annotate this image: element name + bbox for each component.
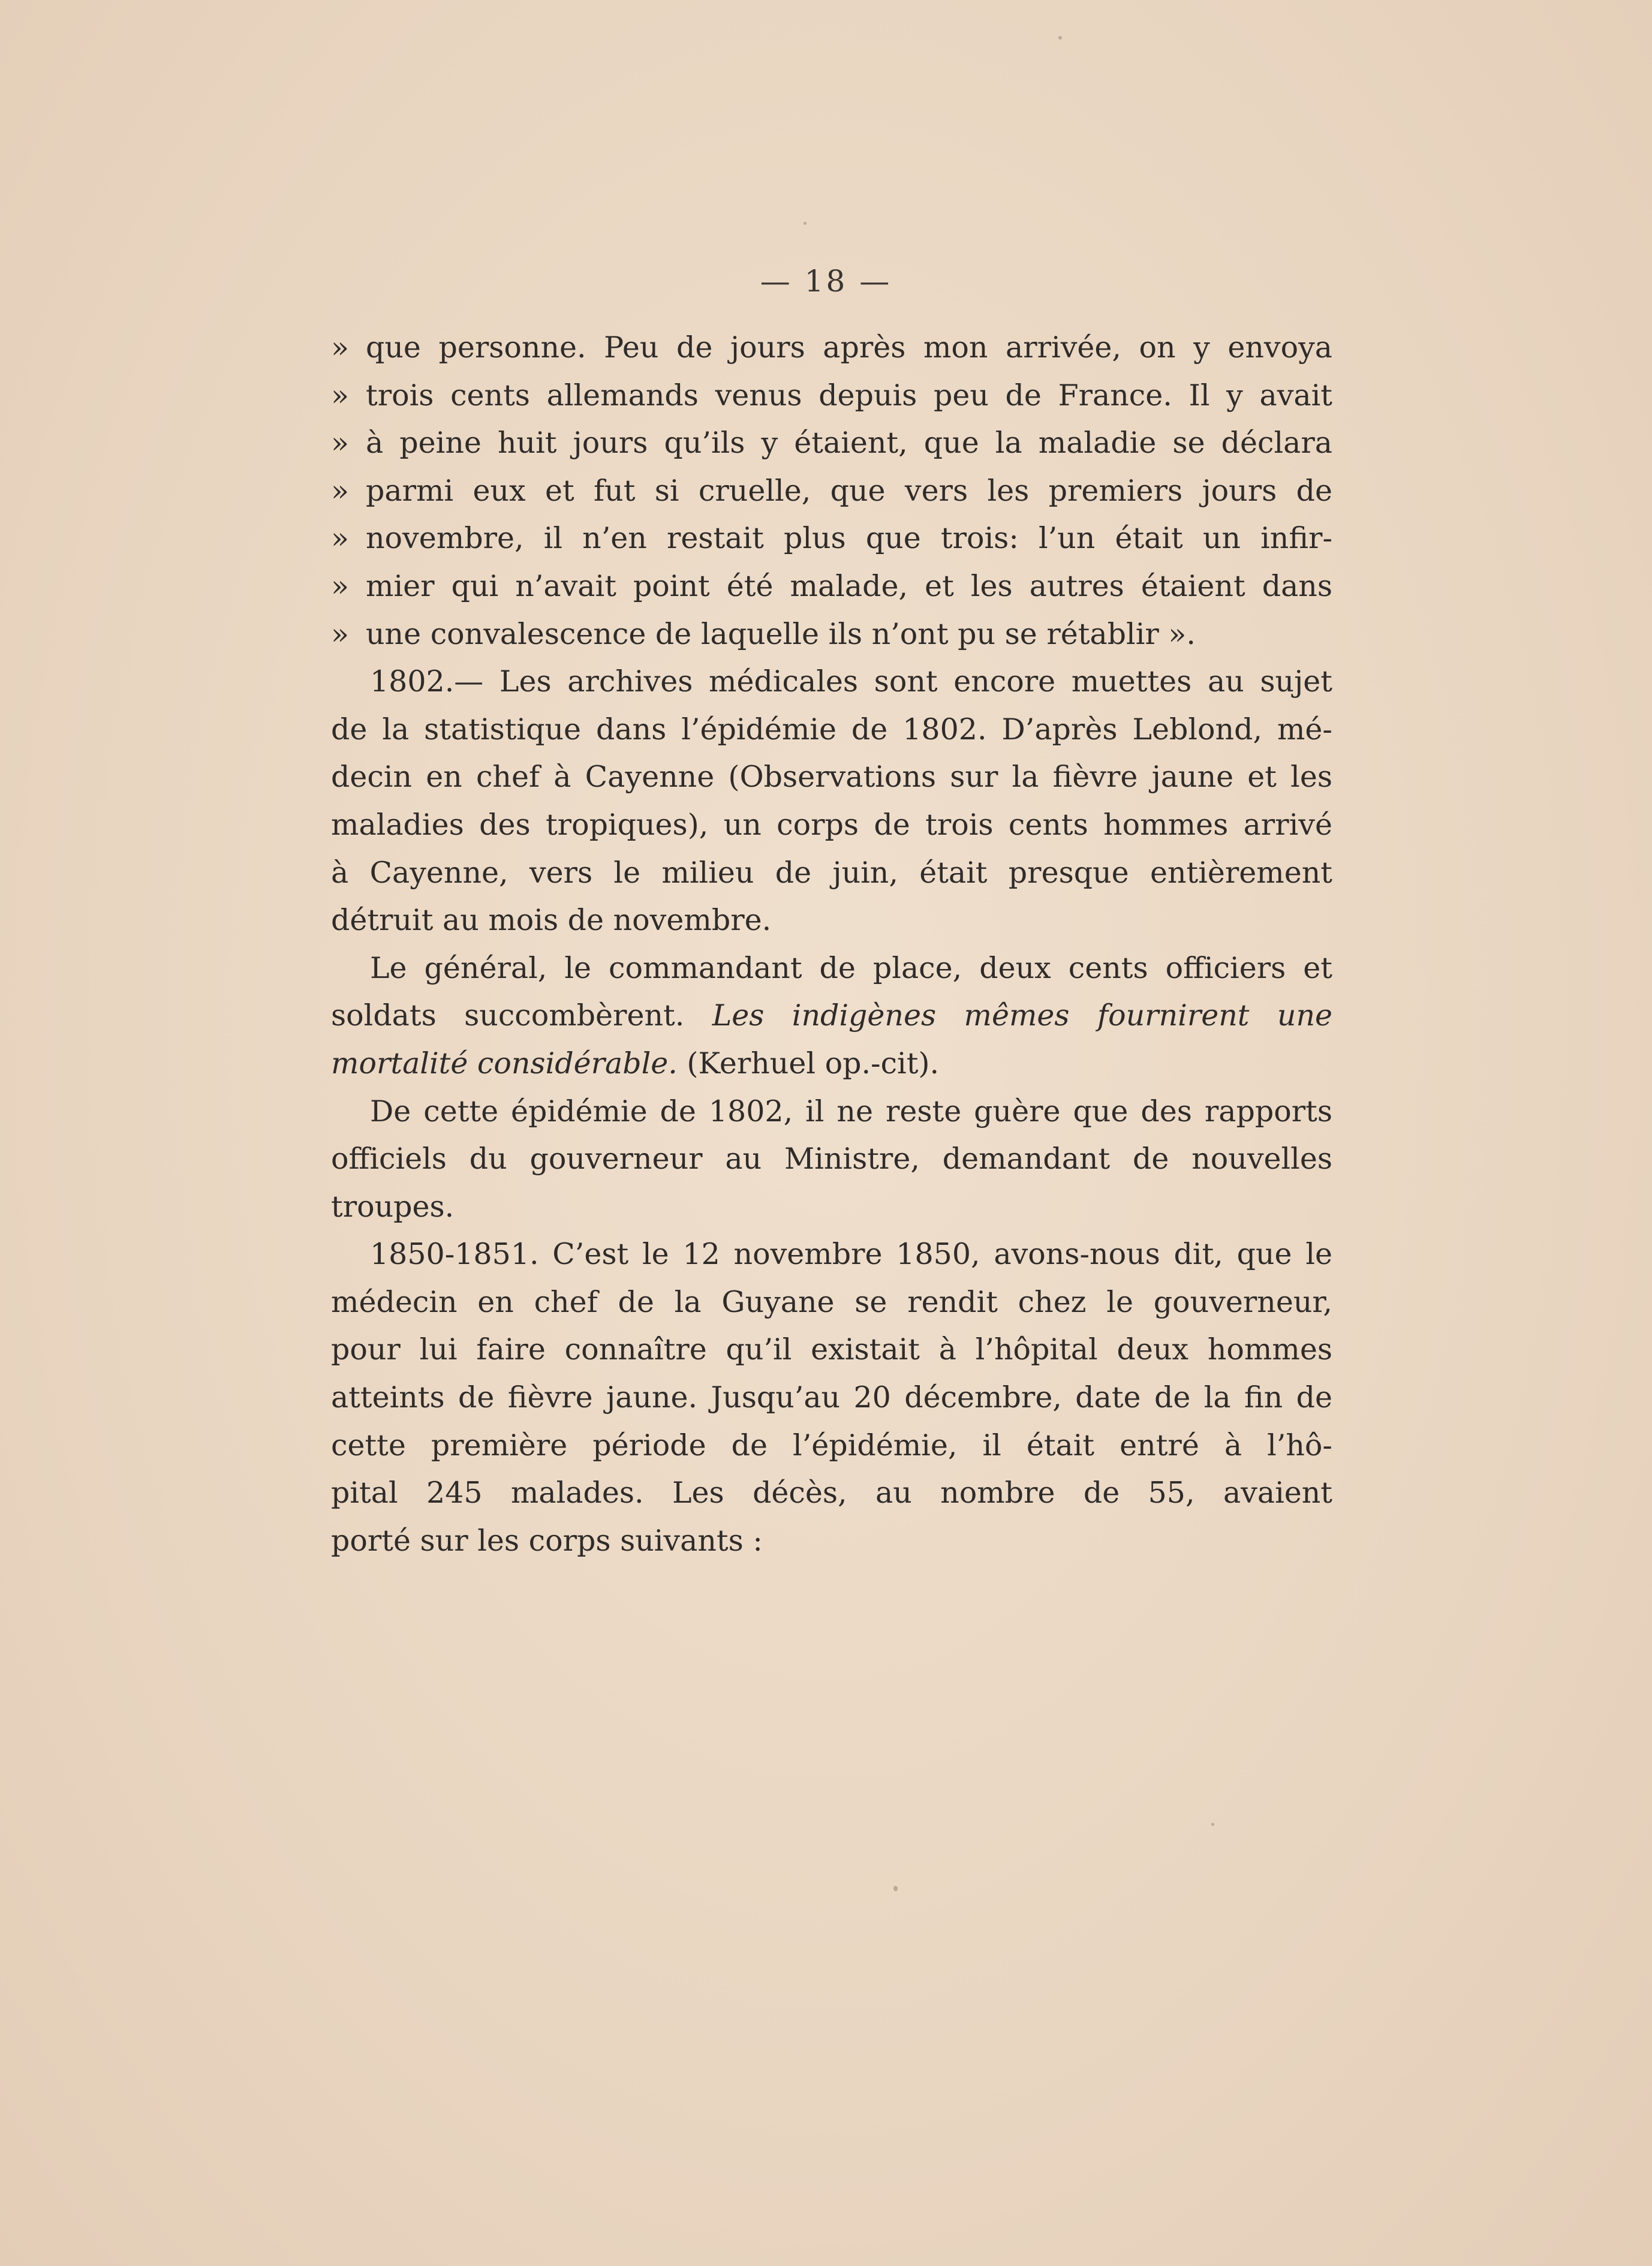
line-text: pital 245 malades. Les décès, au nombre de 55, avaient [331,1476,1332,1510]
text-line [331,1183,1332,1231]
text-line [331,467,1332,515]
line-text: (Kerhuel op.-cit). [677,1046,940,1081]
paper-speck [1058,36,1062,40]
quote-mark: » [331,378,349,413]
line-text: parmi eux et fut si cruelle, que vers les premiers jours de [366,473,1332,508]
line-text: de la statistique dans l’épidémie de 1802. D’après Leblond, mé- [331,712,1332,747]
paper-speck [893,1886,898,1891]
line-text: détruit au mois de novembre. [331,903,772,938]
line-text: Le général, le commandant de place, deux cents officiers et [370,950,1332,985]
line-text: trois cents allemands venus depuis peu de France. Il y avait [366,378,1332,413]
line-text: pour lui faire connaître qu’il existait à l’hôpital deux hommes [331,1332,1332,1367]
text-line [331,1135,1332,1183]
quote-mark: » [331,616,349,651]
line-text: à peine huit jours qu’ils y étaient, que la maladie se déclara [366,426,1332,461]
line-text: une convalescence de laquelle ils n’ont pu se rétablir ». [366,616,1196,651]
line-text: maladies des tropiques), un corps de trois cents hommes arrivé [331,807,1332,842]
text-line [331,1040,1332,1088]
line-text: cette première période de l’épidémie, il était entré à l’hô- [331,1428,1332,1462]
text-line [331,610,1332,658]
text-line [331,896,1332,944]
quote-mark: » [331,473,349,508]
text-line [331,562,1332,610]
line-text: soldats succombèrent. [331,998,685,1033]
text-line [331,658,1332,706]
line-text: officiels du gouverneur au Ministre, demandant de nouvelles [331,1142,1332,1176]
line-text: 1802.— Les archives médicales sont encore muettes au sujet [370,664,1332,699]
line-text: decin en chef à Cayenne (Observations sur la fièvre jaune et les [331,760,1332,795]
quote-mark: » [331,568,349,603]
text-line [331,849,1332,897]
text-line [331,992,1332,1040]
line-text: atteints de fièvre jaune. Jusqu’au 20 décembre, date de la fin de [331,1380,1332,1415]
page-number: — 18 — [760,264,892,299]
quote-mark: » [331,426,349,461]
quote-mark: » [331,521,349,556]
paper-speck [1211,1823,1214,1826]
text-line [331,419,1332,467]
text-line [331,944,1332,992]
italic-text: mortalité considérable. [331,1046,678,1081]
line-text: à Cayenne, vers le milieu de juin, était presque entièrement [331,855,1332,890]
line-text: médecin en chef de la Guyane se rendit chez le gouverneur, [331,1284,1332,1319]
text-line [331,514,1332,562]
text-line [331,372,1332,420]
line-text: novembre, il n’en restait plus que trois: l’un était un infir- [366,521,1332,556]
text-line [331,1374,1332,1422]
text-line [331,1230,1332,1278]
line-text: mier qui n’avait point été malade, et les autres étaient dans [366,568,1332,603]
text-line [331,1088,1332,1136]
text-line [331,706,1332,754]
paper-speck [804,222,807,225]
text-line [331,1326,1332,1374]
line-text: troupes. [331,1189,455,1224]
text-line [331,324,1332,372]
body-text [331,324,1332,1564]
quote-mark: » [331,330,349,365]
text-line [331,1469,1332,1517]
line-text: porté sur les corps suivants : [331,1523,763,1558]
text-line [331,753,1332,801]
text-line [331,1517,1332,1565]
italic-text: Les indigènes mêmes fournirent une [712,998,1332,1033]
text-line [331,801,1332,849]
line-text: que personne. Peu de jours après mon arrivée, on y envoya [366,330,1332,365]
text-line [331,1278,1332,1326]
line-text: De cette épidémie de 1802, il ne reste guère que des rapports [370,1094,1332,1129]
text-line [331,1422,1332,1470]
line-text: 1850-1851. C’est le 12 novembre 1850, avons-nous dit, que le [370,1237,1332,1272]
